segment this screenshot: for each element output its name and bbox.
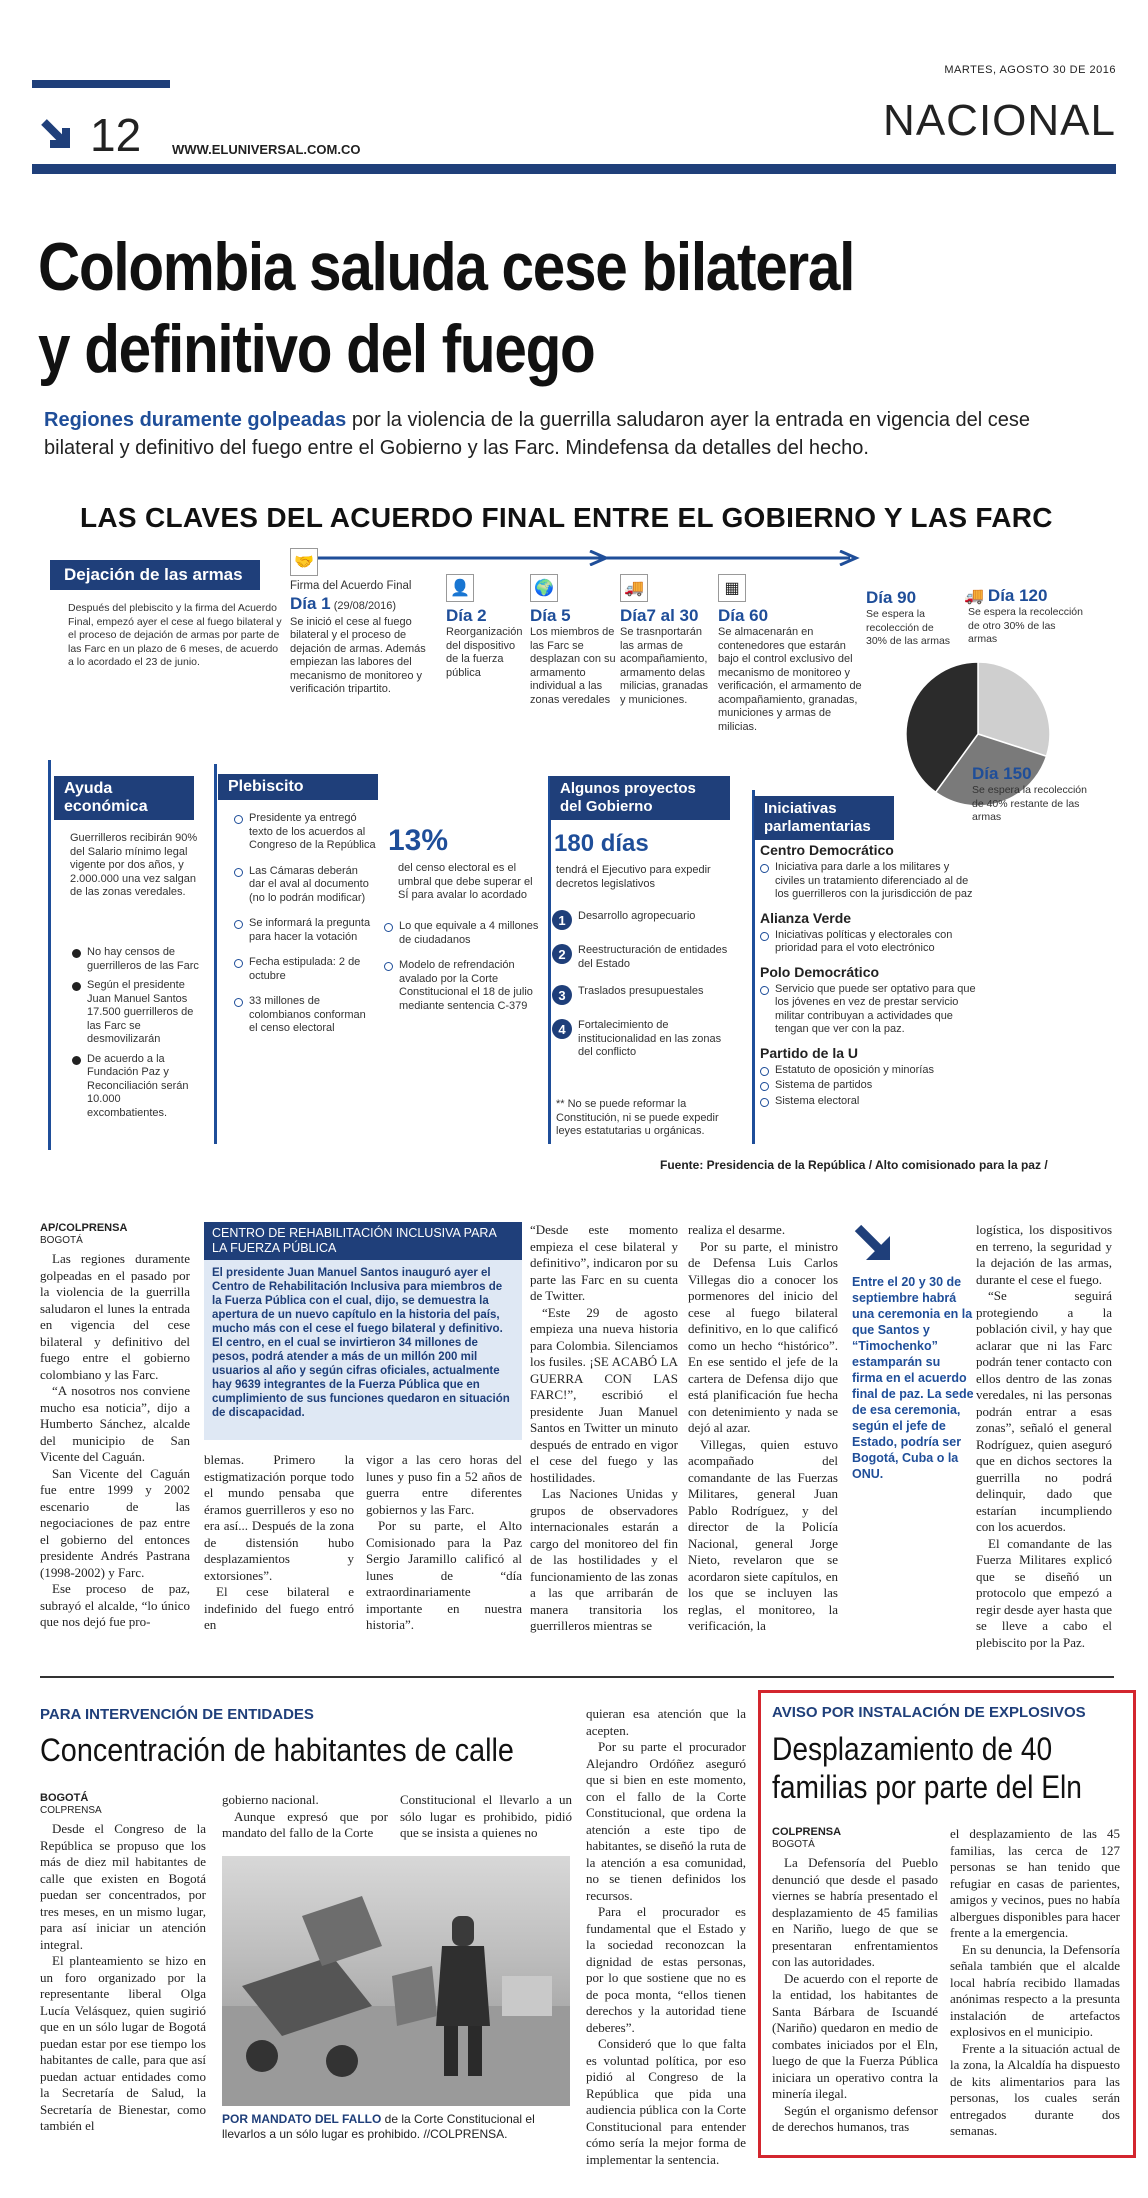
article2-col4: [586, 1706, 746, 2168]
list-item: [384, 920, 540, 947]
photo-caption: [222, 2112, 572, 2142]
article3-kicker: AVISO POR INSTALACIÓN DE EXPLOSIVOS: [772, 1704, 1086, 1721]
paragraph: En su denuncia, la Defensoría señala también que el alcalde local habría recibido llamadas anónimas respecto a la presunta instalación de artefactos explosivos en el municipio.: [950, 1941, 1120, 2039]
list-item: [72, 946, 202, 973]
paragraph: gobierno nacional.: [222, 1792, 319, 1807]
list-item-text: Se informará la pregunta para hacer la votación: [249, 917, 371, 943]
plebiscito-rule: [214, 764, 217, 1144]
paragraph: Desde el Congreso de la República se propuso que los más de diez mil habitantes de calle que existen en Bogotá puedan ser concentrados, por tres meses, en un mismo lugar, para así iniciar un atención integral.: [40, 1821, 206, 1952]
soldier-icon: 👤: [446, 574, 474, 602]
list-item: [760, 1079, 980, 1093]
list-number: 4: [552, 1019, 572, 1039]
list-number: 2: [552, 944, 572, 964]
timeline-day2: [446, 574, 526, 680]
street-photo: [222, 1856, 570, 2106]
list-item-text: Las Cámaras deberán dar el aval al documento (no lo podrán modificar): [249, 864, 369, 904]
handshake-icon: 🤝: [290, 548, 318, 576]
dejacion-text: Después del plebiscito y la firma del Acuerdo Final, empezó ayer el cese al fuego bilateral y el proceso de dejación de armas por parte de las Farc en un plazo de 6 meses, de acuerdo a lo acordado el 23 de junio.: [68, 602, 282, 668]
timeline-day5: [530, 574, 616, 707]
party-name: Centro Democrático: [760, 842, 894, 858]
timeline-day: Día 5: [530, 606, 571, 625]
byline: COLPRENSA: [772, 1826, 842, 1838]
ayuda-rule: [48, 760, 51, 1150]
pie-day: Día 90: [866, 588, 917, 607]
list-item: [234, 865, 376, 906]
list-item: [760, 861, 980, 902]
proyectos-note: ** No se puede reformar la Constitución, ni se puede expedir leyes estatutarias u orgánicas.: [556, 1098, 719, 1137]
article2-headline: Concentración de habitantes de calle: [40, 1732, 514, 1768]
dateline: BOGOTÁ: [40, 1792, 89, 1804]
plebiscito-bullets: [234, 812, 376, 1042]
threshold-text: del censo electoral es el umbral que debe superar el SÍ para avalar lo acordado: [398, 862, 533, 901]
timeline-day: Día 60: [718, 606, 769, 625]
party-name: Partido de la U: [760, 1044, 859, 1061]
list-item: [760, 929, 980, 956]
plebiscito-bullets-2: [384, 920, 540, 1019]
article3-headline: Desplazamiento de 40 familias por parte del Eln: [772, 1731, 1082, 1805]
ayuda-bullets: [72, 946, 202, 1126]
website-url[interactable]: WWW.ELUNIVERSAL.COM.CO: [172, 142, 361, 157]
party-name: Polo Democrático: [760, 963, 880, 980]
list-item-text: Estatuto de oposición y minorías: [775, 1063, 934, 1076]
headline: Colombia saluda cese bilateral y definitivo del fuego: [38, 229, 855, 387]
list-item: [552, 985, 728, 1005]
timeline-day: Día 2: [446, 606, 487, 625]
proyectos-days: 180 días: [554, 830, 649, 857]
pie-day90: [866, 588, 956, 649]
paragraph: el desplazamiento de las 45 familias, las cerca de 127 personas se han tenido que refugiar en casas de parientes, amigos y vecinos, pues no había albergues disponibles para hacer frente a la emergencia.: [950, 1826, 1120, 1940]
paragraph: Por su parte, el ministro de Defensa Luis Carlos Villegas dio a conocer los pormenores del inicio del cese al fuego bilateral definitivo, en lo que calificó como un hecho “histórico”. En ese sentido el jefe de la cartera de Defensa dijo que está planificación fue hecha con detenimiento y nada se dejó al azar.: [688, 1238, 838, 1435]
article2-kicker: PARA INTERVENCIÓN DE ENTIDADES: [40, 1706, 314, 1723]
paragraph: “Desde este momento empieza el cese bilateral y definitivo”, indicaron por su parte las Farc en su cuenta de Twitter.: [530, 1222, 678, 1303]
pie-text: Se espera la recolección de 40% restante de las armas: [972, 784, 1087, 823]
article1-col1: [40, 1222, 190, 1631]
page-number: 12: [90, 109, 142, 161]
list-item-text: Modelo de refrendación avalado por la Corte Constitucional el 18 de julio mediante sentencia C-379: [399, 959, 533, 1012]
paragraph: La Defensoría del Pueblo denunció que desde el pasado viernes se habría presentado el desplazamiento de 45 familias en Nariño, luego de que se presentaran enfrentamientos con las autoridades.: [772, 1855, 938, 1969]
list-item: [234, 956, 376, 983]
paragraph: “A nosotros nos conviene mucho esa noticia”, dijo a Humberto Sánchez, alcalde del municipio de San Vicente del Caguán.: [40, 1383, 190, 1464]
timeline-date: (29/08/2016): [330, 599, 397, 612]
list-item: [552, 1019, 728, 1060]
paragraph: Las regiones duramente golpeadas en el pasado por la violencia de la guerrilla saludaron el lunes la entrada en vigencia del cese bilateral y definitivo del fuego entre el gobierno colombiano y las Farc.: [40, 1251, 190, 1382]
deck: [44, 406, 1074, 462]
paragraph: Aunque expresó que por mandato del fallo de la Corte: [222, 1808, 388, 1840]
arrow-icon: [852, 1222, 896, 1266]
list-item: [552, 944, 728, 971]
list-item-text: Iniciativas políticas y electorales con prioridad para el voto electrónico: [775, 928, 953, 954]
paragraph: De acuerdo con el reporte de la entidad, los habitantes de Santa Bárbara de Iscuandé (Nariño) quedaron en medio de combates iniciados por el Eln, luego de que la Fuerza Pública iniciara un operativo contra la minería ilegal.: [772, 1970, 938, 2101]
timeline-text: Se trasnportarán las armas de acompañamiento, armamento delas milicias, granadas y municiones.: [620, 626, 709, 706]
paragraph: blemas. Primero la estigmatización porque todo el mundo pensaba que éramos guerrilleros y eso no era así... Después de la zona de distensión hubo desplazamientos y extorsiones”.: [204, 1452, 354, 1583]
list-item-text: Según el presidente Juan Manuel Santos 17.500 guerrilleros de las Farc se desmovilizarán: [87, 979, 194, 1045]
article3-col2: [950, 1826, 1120, 2140]
truck-icon: 🚚: [620, 574, 648, 602]
caption-lead: POR MANDATO DEL FALLO: [222, 2112, 382, 2126]
paragraph: Ese proceso de paz, subrayó el alcalde, “lo único que nos dejó fue pro-: [40, 1581, 190, 1629]
paragraph: “Este 29 de agosto empieza una nueva historia para Colombia. Silenciamos los fusiles. ¡SE ACABÓ LA GUERRA CON LAS FARC!”, escribió el presidente Juan Manuel Santos en Twitter un minuto después de entrado en vigor el cese del fuego y las hostilidades.: [530, 1304, 678, 1485]
pie-text: Se espera la recolección de 30% de las armas: [866, 608, 951, 647]
paragraph: Por su parte, el Alto Comisionado para la Paz Sergio Jaramillo calificó al lunes de “día extraordinariamente importante en nuestra historia”.: [366, 1518, 522, 1632]
plebiscito-heading: Plebiscito: [218, 774, 378, 800]
list-item: [384, 959, 540, 1013]
dateline: BOGOTÁ: [40, 1235, 83, 1246]
paragraph: Villegas, quien estuvo acompañado del comandante de las Fuerzas Militares, general Juan Pablo Rodríguez, y del director de la Policía Nacional, general Jorge Nieto, revelaron que se acordaron siete capítulos, en los que se incluyen las reglas, el monitoreo, la verificación, la: [688, 1436, 838, 1633]
pie-day120: [964, 586, 1084, 647]
dejacion-heading: Dejación de las armas: [50, 560, 260, 590]
paragraph: Las Naciones Unidas y grupos de observadores internacionales estarán a cargo del monitoreo del fin de las hostilidades y el funcionamiento de las zonas a las que arribarán de manera transitoria los guerrilleros mientras se: [530, 1486, 678, 1633]
iniciativas-rule: [752, 790, 755, 1144]
ceremony-callout: Entre el 20 y 30 de septiembre habrá una ceremonia en la que Santos y “Timochenko” estamparán su firma en el acuerdo final de paz. La sede de esa ceremonia, según el jefe de Estado, podría ser Bogotá, Cuba o la ONU.: [852, 1275, 974, 1481]
list-item-text: Servicio que puede ser optativo para que los jóvenes en vez de prestar servicio militar contribuyan a actividades que tengan que ver con la paz.: [775, 982, 976, 1035]
timeline-day7-30: [620, 574, 716, 707]
list-item-text: Sistema de partidos: [775, 1079, 873, 1091]
infographic-title: LAS CLAVES DEL ACUERDO FINAL ENTRE EL GOBIERNO Y LAS FARC: [80, 502, 1053, 533]
list-item-text: Traslados presupuestales: [578, 985, 704, 997]
list-item: [72, 1053, 202, 1121]
paragraph: El cese bilateral e indefinido del fuego entró en: [204, 1584, 354, 1632]
list-item: [760, 983, 980, 1037]
list-item: [760, 1064, 980, 1078]
article3-col1: [772, 1826, 938, 2136]
paragraph: logística, los dispositivos en terreno, la seguridad y la dejación de las armas, durante el cese el fuego.: [976, 1222, 1112, 1287]
article1-col4: [530, 1222, 678, 1635]
article2-col3: [400, 1792, 572, 1842]
timeline-day: Día 1: [290, 593, 331, 613]
header-rule-top: [32, 80, 170, 88]
timeline-text: Los miembros de las Farc se desplazan con su armamento individual a las zonas veredales: [530, 626, 616, 706]
iniciativas-heading: Iniciativas parlamentarias: [754, 796, 894, 840]
list-item: [234, 812, 376, 853]
list-item: [234, 995, 376, 1036]
article2-col2: [222, 1792, 388, 1842]
paragraph: El planteamiento se hizo en un foro organizado por la representante liberal Olga Lucía Velásquez, quien sugirió que en un sólo lugar de Bogotá puedan estar por ese tiempo los habitantes de calle, para que así puedan actuar entidades como la Secretaría de Salud, la Secretaría de Bienestar, como también el: [40, 1953, 206, 2133]
proyectos-list: [552, 910, 728, 1066]
section-divider: [40, 1676, 1114, 1678]
ayuda-text: Guerrilleros recibirán 90% del Salario mínimo legal vigente por dos años, y 2.000.000 una vez salgan de las zonas veredales.: [70, 832, 198, 898]
byline: AP/COLPRENSA: [40, 1222, 128, 1234]
truck-icon: 🚚: [964, 588, 984, 605]
timeline-day60: [718, 574, 868, 734]
caption-text: de la Corte Constitucional el llevarlos a un sólo lugar es prohibido. //COLPRENSA.: [222, 2112, 535, 2141]
section-name: NACIONAL: [883, 96, 1116, 145]
list-item-text: De acuerdo a la Fundación Paz y Reconciliación serán 10.000 excombatientes.: [87, 1052, 189, 1119]
article1-col2: [204, 1452, 354, 1634]
pie-day: Día 120: [987, 586, 1048, 605]
paragraph: Frente a la situación actual de la zona, la Alcaldía ha dispuesto de kits alimentarios para las personas, los cuales serán entregados durante dos semanas.: [950, 2040, 1120, 2138]
paragraph: Para el procurador es fundamental que el Estado y la sociedad reconozcan la dignidad de estas personas, por lo que sostiene que no es de poca monta, “ellos tienen derechos y la autoridad tiene deberes”.: [586, 1904, 746, 2035]
timeline-text: Se almacenarán en contenedores que estarán bajo el control exclusivo del mecanismo de monitoreo y verificación, el armamento de acompañamiento, granadas, municiones y armas de milicias.: [718, 626, 862, 733]
paragraph: quieran esa atención que la acepten.: [586, 1706, 746, 1738]
paragraph: vigor a las cero horas del lunes y puso fin a 52 años de guerra entre diferentes gobiernos y las Farc.: [366, 1452, 522, 1517]
paragraph: Según el organismo defensor de derechos humanos, tras: [772, 2102, 938, 2134]
timeline-pre: Firma del Acuerdo Final: [290, 580, 412, 592]
party-name: Alianza Verde: [760, 909, 852, 926]
pie-day: Día 150: [972, 764, 1032, 783]
list-number: 1: [552, 910, 572, 930]
infographic-source: Fuente: Presidencia de la República / Alto comisionado para la paz /: [660, 1158, 1048, 1172]
paragraph: Consideró que lo que falta es voluntad política, por eso pidió al Congreso de la República que pida una audiencia pública con la Corte Constitucional para entender cómo sería la mejor forma de implementar la sentencia.: [586, 2036, 746, 2167]
list-item-text: Sistema electoral: [775, 1094, 860, 1107]
timeline-day: Día7 al 30: [620, 606, 699, 625]
page-date: MARTES, AGOSTO 30 DE 2016: [944, 64, 1116, 76]
timeline-text: Reorganización del dispositivo de la fuerza pública: [446, 626, 523, 679]
list-item: [552, 910, 728, 930]
rehab-box: [204, 1222, 522, 1440]
paragraph: El comandante de las Fuerza Militares explicó que se diseñó un protocolo que empezó a regir desde ayer hasta que se lleve a cabo el plebiscito por la Paz.: [976, 1535, 1112, 1650]
rehab-box-text: El presidente Juan Manuel Santos inauguró ayer el Centro de Rehabilitación Inclusiva para miembros de la Fuerza Pública con el cual, dijo, se demuestra la apertura de un nuevo capítulo en la historia del país, mucho más con el cese el fuego bilateral y definitivo. El centro, en el cual se invirtieron 34 millones de pesos, podrá atender a más de un millón 200 mil usuarios al año y según cifras oficiales, actualmente hay 9639 integrantes de la Fuerza Pública que en cumplimiento de sus funciones quedaron en situación de discapacidad.: [212, 1267, 510, 1419]
article1-col7: [976, 1222, 1112, 1651]
deck-text: por la violencia de la guerrilla saludaron ayer la entrada en vigencia del cese bilateral y definitivo del fuego entre el Gobierno y las Farc. Mindefensa da detalles del hecho.: [44, 409, 1031, 459]
paragraph: “Se seguirá protegiendo a la población civil, y hay que aclarar que ni las Farc podrán tener contacto con ellos dentro de las zonas veredales, ni las personas podrán entrar a esas zonas”, señaló el general Rodríguez, quien aseguró que en dichos sectores la guerrilla no podrá delinquir, dado que estarían incumpliendo con los acuerdos.: [976, 1288, 1112, 1534]
list-item-text: No hay censos de guerrilleros de las Farc: [87, 946, 199, 972]
pie-day150: [972, 764, 1092, 825]
list-item-text: Desarrollo agropecuario: [578, 910, 696, 922]
article1-col3: [366, 1452, 522, 1634]
ayuda-heading: Ayuda económica: [54, 776, 194, 820]
timeline-day1: [290, 548, 440, 697]
arrow-icon: [40, 118, 78, 156]
rehab-box-title: CENTRO DE REHABILITACIÓN INCLUSIVA PARA LA FUERZA PÚBLICA: [204, 1222, 522, 1260]
threshold-percent: 13%: [388, 824, 449, 857]
list-item: [72, 979, 202, 1047]
proyectos-text: tendrá el Ejecutivo para expedir decretos legislativos: [556, 864, 711, 890]
list-item-text: Lo que equivale a 4 millones de ciudadanos: [399, 920, 539, 946]
paragraph: realiza el desarme.: [688, 1222, 786, 1237]
list-item-text: Iniciativa para darle a los militares y civiles un tratamiento diferenciado al de los guerrilleros con la jurisdicción de paz: [775, 861, 973, 900]
byline: COLPRENSA: [40, 1805, 102, 1816]
list-item-text: Presidente ya entregó texto de los acuerdos al Congreso de la República: [249, 812, 376, 851]
iniciativas-list: [760, 842, 980, 1114]
list-item: [760, 1095, 980, 1109]
dateline: BOGOTÁ: [772, 1839, 815, 1850]
list-item-text: 33 millones de colombianos conforman el censo electoral: [249, 995, 366, 1034]
paragraph: Por su parte el procurador Alejandro Ordóñez aseguró que si bien en este momento, con el fallo de la Corte Constitucional, que ordena la atención a este tipo de habitantes, se diseñó la ruta de la atención a esa comunidad, no se tienen definidos los recursos.: [586, 1739, 746, 1903]
timeline-text: Se inició el cese al fuego bilateral y el proceso de dejación de armas. Además empiezan las labores del mecanismo de monitoreo y verificación tripartito.: [290, 615, 426, 695]
list-number: 3: [552, 985, 572, 1005]
list-item-text: Fecha estipulada: 2 de octubre: [249, 956, 361, 982]
header-rule-bottom: [32, 164, 1116, 174]
paragraph: Constitucional el llevarlo a un sólo lugar es prohibido, pidió que se insista a quienes no: [400, 1792, 572, 1840]
pie-text: Se espera la recolección de otro 30% de las armas: [968, 606, 1083, 645]
list-item-text: Reestructuración de entidades del Estado: [578, 944, 728, 970]
globe-icon: 🌍: [530, 574, 558, 602]
list-item: [234, 917, 376, 944]
paragraph: San Vicente del Caguán fue entre 1999 y 2002 escenario de las negociaciones de paz entre el gobierno del entonces presidente Andrés Pastrana (1998-2002) y Farc.: [40, 1465, 190, 1580]
proyectos-rule: [548, 776, 551, 1144]
proyectos-heading: Algunos proyectos del Gobierno: [550, 776, 730, 820]
container-icon: ▦: [718, 574, 746, 602]
deck-lead: Regiones duramente golpeadas: [44, 409, 347, 431]
article1-col5: [688, 1222, 838, 1635]
article2-col1: [40, 1792, 206, 2135]
list-item-text: Fortalecimiento de institucionalidad en las zonas del conflicto: [578, 1019, 722, 1058]
